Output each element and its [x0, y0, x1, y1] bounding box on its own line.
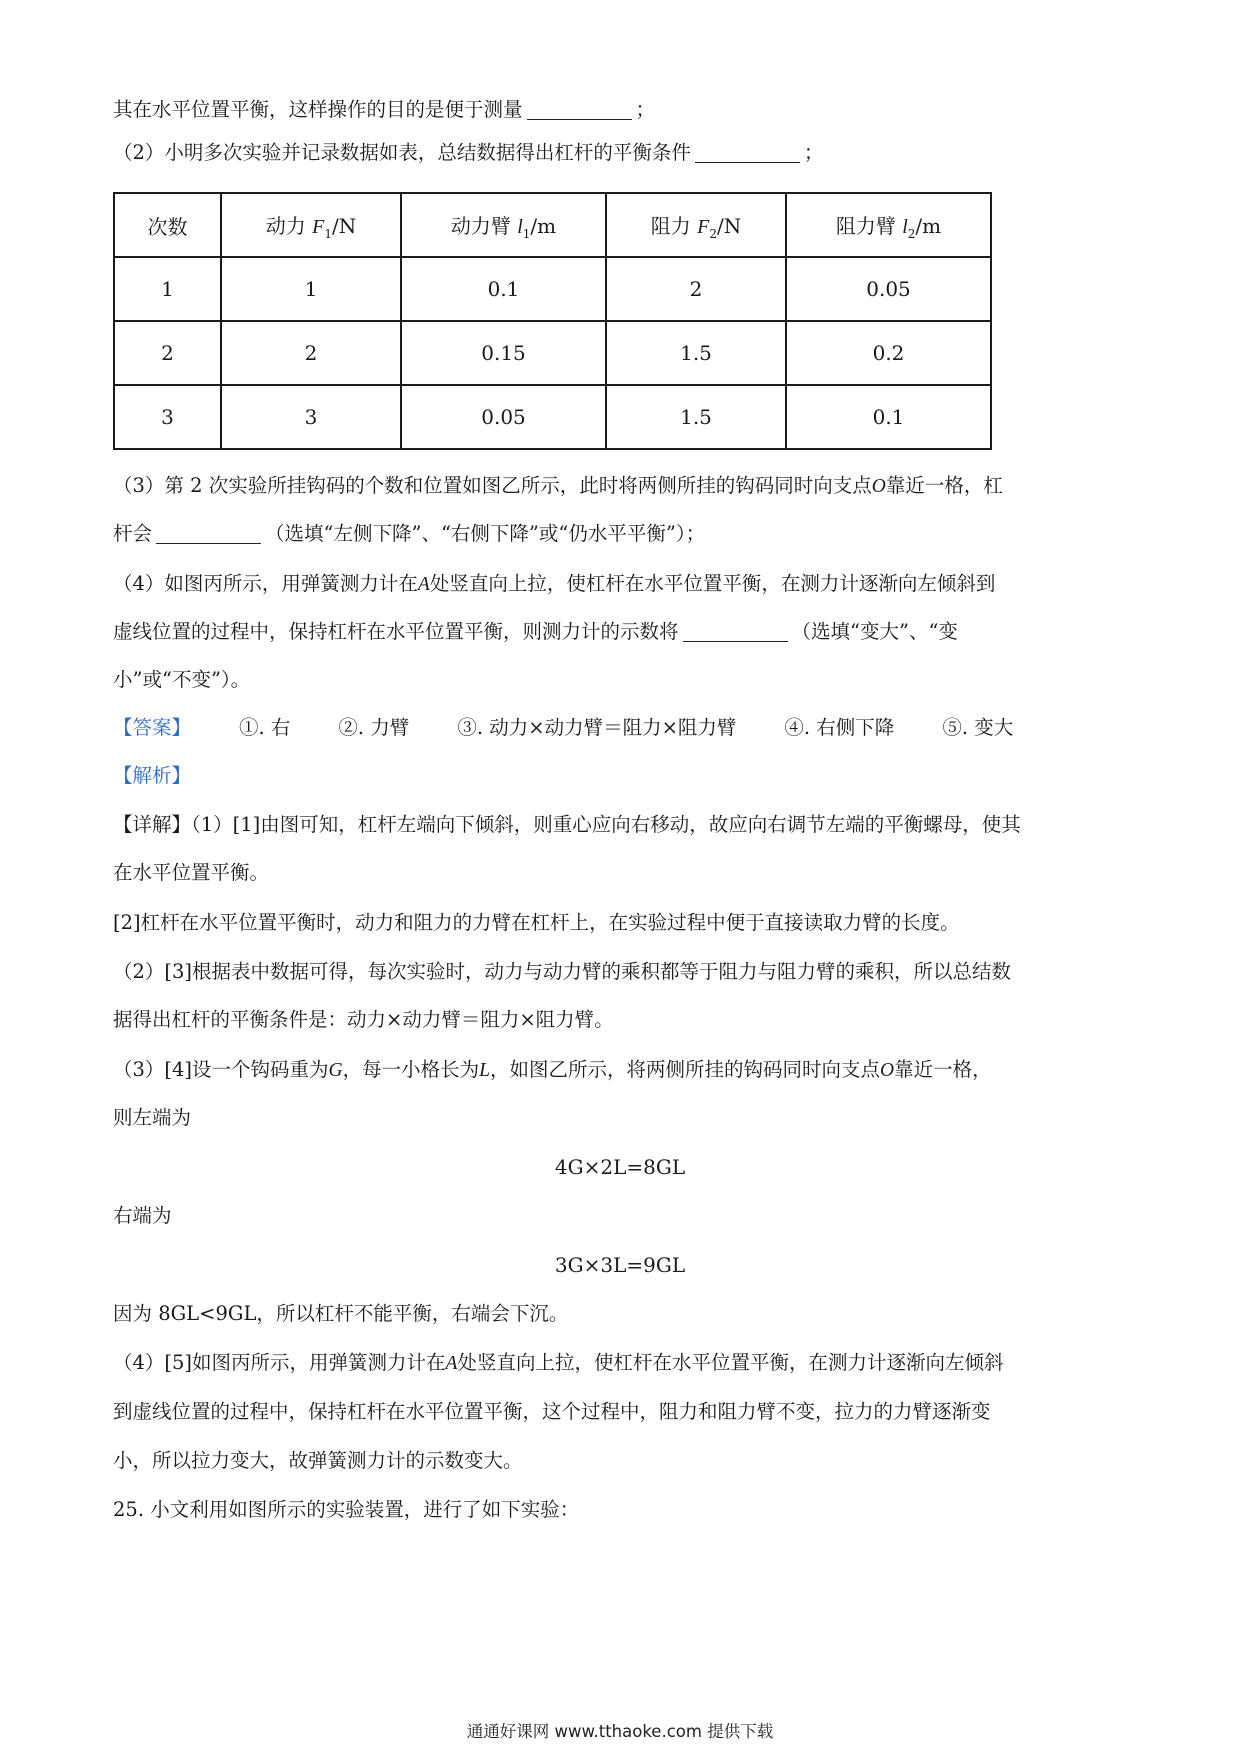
detail-line-12 [113, 1447, 1123, 1475]
table-cell: 1.5 [606, 385, 786, 449]
answer-blank [683, 621, 788, 642]
detail-text: （1）[1]由图可知，杠杆左端向下倾斜，则重心应向右移动，故应向右调节左端的平衡螺母，使其 [191, 813, 1021, 836]
table-cell: 3 [221, 385, 401, 449]
table-row [114, 321, 991, 385]
table-cell: 0.2 [786, 321, 991, 385]
detail-text: （4）[5]如图丙所示，用弹簧测力计在 [113, 1351, 446, 1374]
punct: ； [803, 141, 824, 164]
question-text: （选填“变大”、“变 [791, 620, 958, 643]
table-header-cell: 动力臂 $l_1/m$ [401, 193, 606, 257]
question-text: 其在水平位置平衡，这样操作的目的是便于测量 [113, 98, 523, 121]
question-text: （4）如图丙所示，用弹簧测力计在 [113, 572, 418, 595]
table-cell: 0.1 [401, 257, 606, 321]
question-text: 虚线位置的过程中，保持杠杆在水平位置平衡，则测力计的示数将 [113, 620, 679, 643]
table-cell: 0.05 [401, 385, 606, 449]
answer-blank [527, 99, 632, 120]
table-header-cell: 次数 [114, 193, 221, 257]
table-header-cell: 动力 $F_1/N$ [221, 193, 401, 257]
detail-line-1 [113, 811, 1123, 839]
point-a: A [445, 1353, 458, 1374]
detail-text: 处竖直向上拉，使杠杆在水平位置平衡，在测力计逐渐向左倾斜 [457, 1351, 1004, 1374]
table-cell: 1.5 [606, 321, 786, 385]
question-text: （选填“左侧下降”、“右侧下降”或“仍水平平衡”）； [265, 522, 706, 545]
answer-item: ①. 右 [239, 716, 291, 739]
answer-label: 【答案】 [113, 716, 192, 739]
answer-item: ③. 动力×动力臂＝阻力×阻力臂 [457, 716, 737, 739]
question-line-4a [113, 570, 1123, 599]
table-cell: 2 [221, 321, 401, 385]
answer-item: ②. 力臂 [338, 716, 410, 739]
data-table [113, 192, 992, 450]
table-cell: 0.05 [786, 257, 991, 321]
detail-text: 则左端为 [113, 1106, 192, 1129]
question-line-4b [113, 618, 1123, 646]
question-line-4c [113, 666, 1123, 694]
question-line-2 [113, 139, 1123, 167]
detail-label: 【详解】 [113, 813, 192, 836]
table-header-cell: 阻力臂 $l_2/m$ [786, 193, 991, 257]
answer-blank [156, 523, 261, 544]
detail-text: 靠近一格， [894, 1058, 992, 1081]
point-o: O [871, 476, 886, 497]
table-cell: 0.1 [786, 385, 991, 449]
equation-text: 3G×3L=9GL [554, 1253, 686, 1277]
detail-text: （2）[3]根据表中数据可得，每次实验时，动力与动力臂的乘积都等于阻力与阻力臂的乘积，所以总结数 [113, 960, 1012, 983]
equation-2 [0, 1251, 1240, 1279]
table-header-cell: 阻力 $F_2/N$ [606, 193, 786, 257]
detail-text: 因为 8GL<9GL，所以杠杆不能平衡，右端会下沉。 [113, 1302, 569, 1325]
footer-text: 通通好课网 www.tthaoke.com 提供下载 [466, 1722, 774, 1741]
detail-line-3 [113, 909, 1123, 937]
answer-item: ⑤. 变大 [942, 716, 1014, 739]
table-cell: 2 [606, 257, 786, 321]
detail-line-5 [113, 1006, 1123, 1034]
detail-line-8 [113, 1202, 1123, 1230]
detail-text: 到虚线位置的过程中，保持杠杆在水平位置平衡，这个过程中，阻力和阻力臂不变，拉力的力臂逐渐变 [113, 1400, 991, 1423]
table-cell: 1 [114, 257, 221, 321]
analysis-label: 【解析】 [113, 764, 192, 787]
question-25 [113, 1496, 1123, 1524]
punct: ； [635, 98, 656, 121]
question-line-1 [113, 96, 1123, 124]
table-header-row [114, 193, 991, 257]
detail-line-10 [113, 1349, 1123, 1378]
detail-line-11 [113, 1398, 1123, 1426]
point-o: O [880, 1060, 895, 1081]
detail-text: 在水平位置平衡。 [113, 861, 270, 884]
question-text: 靠近一格，杠 [885, 474, 1003, 497]
var-l: L [479, 1060, 490, 1081]
detail-text: [2]杠杆在水平位置平衡时，动力和阻力的力臂在杠杆上，在实验过程中便于直接读取力臂的长度。 [113, 911, 960, 934]
detail-text: 据得出杠杆的平衡条件是：动力×动力臂＝阻力×阻力臂。 [113, 1008, 614, 1031]
table-row [114, 385, 991, 449]
question-text: （3）第 2 次实验所挂钩码的个数和位置如图乙所示，此时将两侧所挂的钩码同时向支点 [113, 474, 872, 497]
detail-text: ，如图乙所示，将两侧所挂的钩码同时向支点 [490, 1058, 881, 1081]
point-a: A [417, 574, 430, 595]
question-text: 小”或“不变”）。 [113, 668, 251, 691]
table-cell: 1 [221, 257, 401, 321]
question-text: 25. 小文利用如图所示的实验装置，进行了如下实验： [113, 1498, 580, 1521]
table-cell: 3 [114, 385, 221, 449]
detail-text: 右端为 [113, 1204, 172, 1227]
var-g: G [328, 1060, 343, 1081]
detail-line-6 [113, 1056, 1123, 1085]
detail-text: 小，所以拉力变大，故弹簧测力计的示数变大。 [113, 1449, 523, 1472]
detail-line-9 [113, 1300, 1123, 1328]
question-text: 处竖直向上拉，使杠杆在水平位置平衡，在测力计逐渐向左倾斜到 [429, 572, 996, 595]
answer-blank [695, 142, 800, 163]
table-cell: 0.15 [401, 321, 606, 385]
page-footer [0, 1718, 1240, 1742]
answer-line [113, 714, 1123, 742]
question-line-3a [113, 472, 1123, 501]
detail-line-4 [113, 958, 1123, 986]
question-text: 杆会 [113, 522, 153, 545]
answer-item: ④. 右侧下降 [784, 716, 895, 739]
question-text: （2）小明多次实验并记录数据如表，总结数据得出杠杆的平衡条件 [113, 141, 691, 164]
question-line-3b [113, 520, 1123, 548]
table-row [114, 257, 991, 321]
analysis-label-line [113, 762, 1123, 790]
table-cell: 2 [114, 321, 221, 385]
equation-text: 4G×2L=8GL [554, 1155, 686, 1179]
detail-text: ，每一小格长为 [342, 1058, 480, 1081]
detail-text: （3）[4]设一个钩码重为 [113, 1058, 329, 1081]
equation-1 [0, 1153, 1240, 1181]
detail-line-2 [113, 859, 1123, 887]
detail-line-7 [113, 1104, 1123, 1132]
